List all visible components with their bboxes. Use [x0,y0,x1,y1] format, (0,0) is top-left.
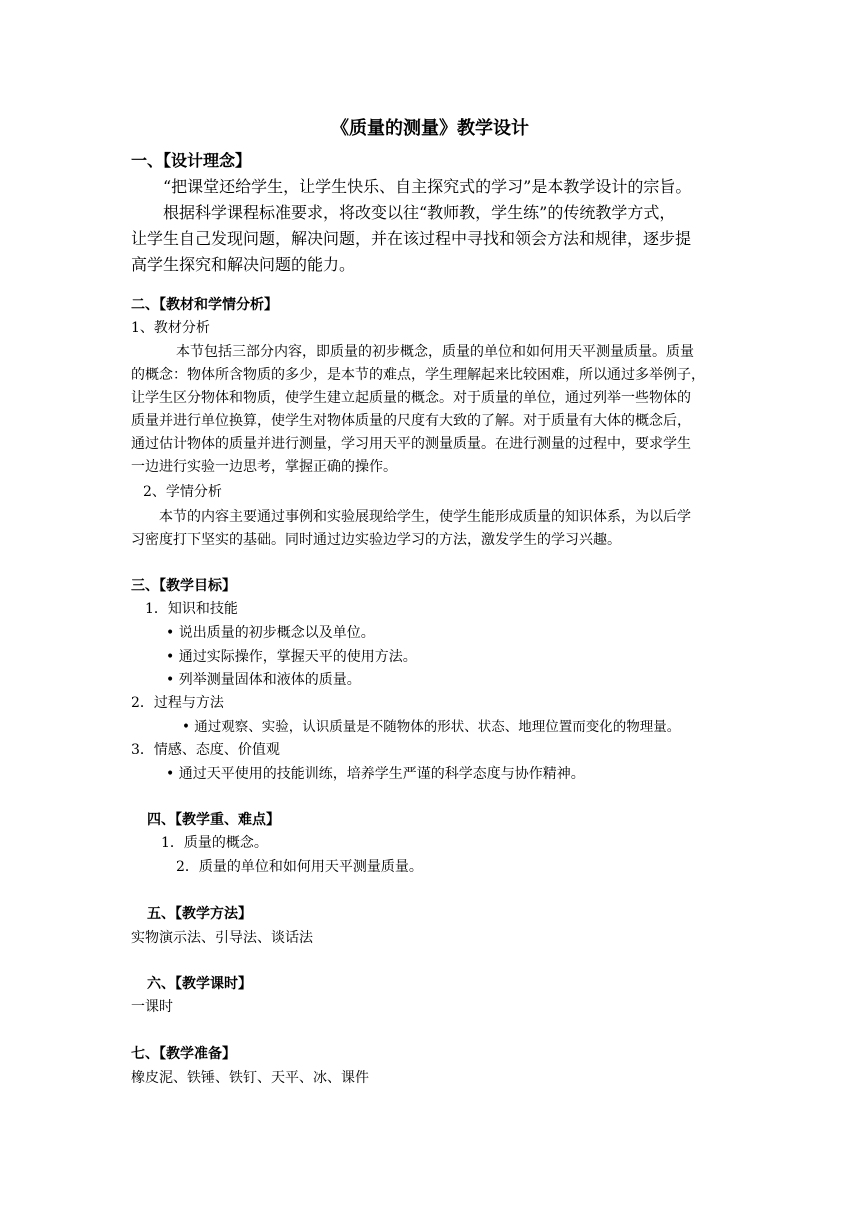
s1-paragraph-line: “把课堂还给学生，让学生快乐、自主探究式的学习”是本教学设计的宗旨。 [163,177,692,196]
s1-paragraph-line: 根据科学课程标准要求，将改变以往“教师教，学生练”的传统教学方式， [163,203,676,222]
s3-goal-item: • 通过天平使用的技能训练，培养学生严谨的科学态度与协作精神。 [166,766,585,782]
s2-sub-heading-1: 1、教材分析 [131,320,210,336]
section-1-heading: 一、【设计理念】 [131,151,252,170]
s3-goal-2: 2．过程与方法 [131,695,224,711]
section-7-heading: 七、【教学准备】 [131,1046,236,1062]
s2-paragraph-line: 的概念：物体所含物质的多少，是本节的难点，学生理解起来比较困难，所以通过多举例子， [131,367,705,383]
section-6-heading: 六、【教学课时】 [147,976,252,992]
section-3-heading: 三、【教学目标】 [131,578,236,594]
s3-goal-1: 1．知识和技能 [145,601,238,617]
s7-text: 橡皮泥、铁锤、铁钉、天平、冰、课件 [131,1070,369,1086]
s3-goal-3: 3．情感、态度、价值观 [131,742,280,758]
s2-sub-heading-2: 2、学情分析 [143,484,222,500]
s2-paragraph-line: 通过估计物体的质量并进行测量，学习用天平的测量质量。在进行测量的过程中，要求学生 [131,436,691,452]
s4-item: 1．质量的概念。 [161,835,268,851]
s3-goal-item: • 说出质量的初步概念以及单位。 [166,625,375,641]
s2-paragraph-line: 让学生区分物体和物质，使学生建立起质量的概念。对于质量的单位，通过列举一些物体的 [131,390,691,406]
s2-paragraph-line: 一边进行实验一边思考，掌握正确的操作。 [131,459,397,475]
s1-paragraph-line: 让学生自己发现问题，解决问题，并在该过程中寻找和领会方法和规律，逐步提 [131,229,692,248]
s6-text: 一课时 [131,999,173,1015]
section-5-heading: 五、【教学方法】 [147,906,252,922]
s3-goal-item: • 通过实际操作，掌握天平的使用方法。 [166,649,417,665]
document-title: 《质量的测量》教学设计 [331,118,529,139]
s3-goal-item: • 列举测量固体和液体的质量。 [166,672,361,688]
s4-item: 2．质量的单位和如何用天平测量质量。 [176,859,423,875]
s2-paragraph-line: 本节包括三部分内容，即质量的初步概念，质量的单位和如何用天平测量质量。质量 [176,344,694,360]
s5-text: 实物演示法、引导法、谈话法 [131,930,313,946]
s3-goal-item: • 通过观察、实验，认识质量是不随物体的形状、状态、地理位置而变化的物理量。 [182,719,681,735]
s2-paragraph-line: 本节的内容主要通过事例和实验展现给学生，使学生能形成质量的知识体系，为以后学 [159,509,691,525]
s2-paragraph-line: 质量并进行单位换算，使学生对物体质量的尺度有大致的了解。对于质量有大体的概念后， [131,413,691,429]
s2-paragraph-line: 习密度打下坚实的基础。同时通过边实验边学习的方法，激发学生的学习兴趣。 [131,532,621,548]
section-4-heading: 四、【教学重、难点】 [147,812,280,828]
s1-paragraph-line: 高学生探究和解决问题的能力。 [131,255,356,274]
section-2-heading: 二、【教材和学情分析】 [131,297,278,313]
